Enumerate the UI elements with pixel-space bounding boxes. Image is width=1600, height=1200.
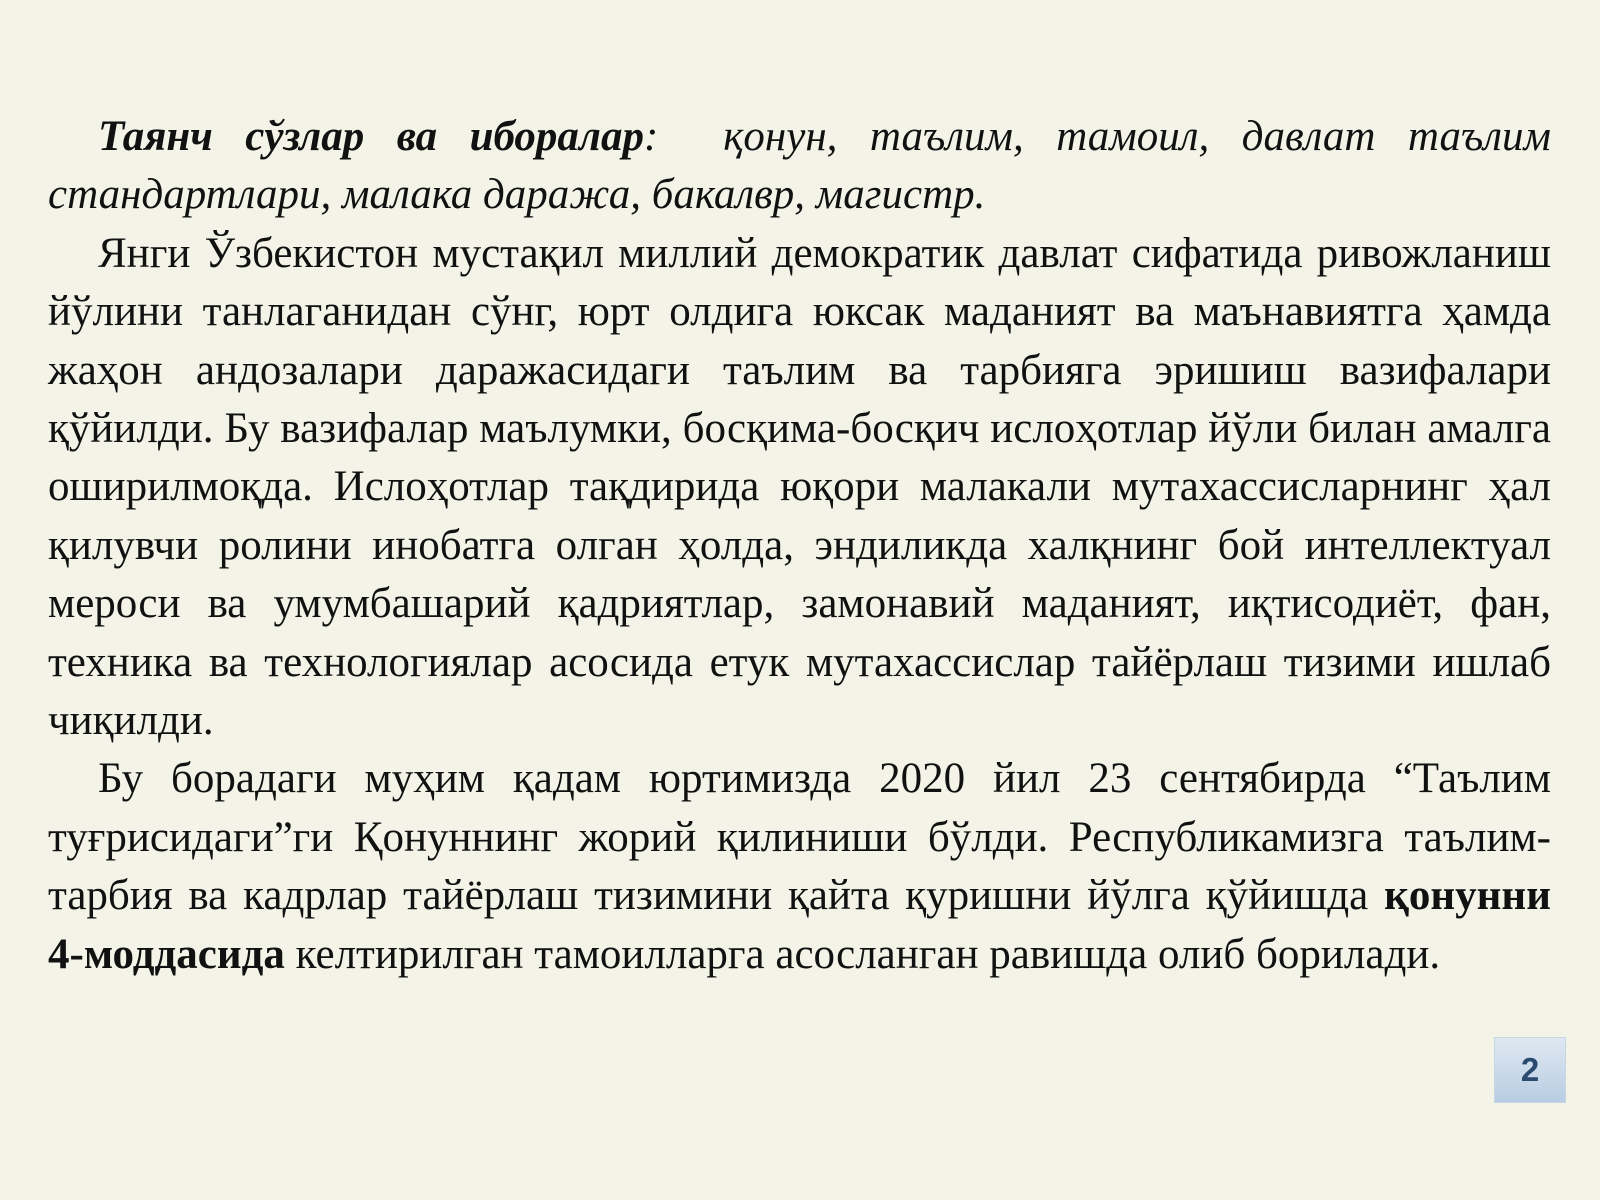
body-paragraph-1: Янги Ўзбекистон мустақил миллий демократик давлат сифатида ривожланиш йўлини танлаганидан сўнг, юрт олдига юксак маданият ва маънавиятга ҳамда жаҳон андозалари даражасидаги таълим ва тарбияга эришиш вазифалари қўйилди. Бу вазифалар маълумки, босқима-босқич ислоҳотлар йўли билан амалга оширилмоқда. Ислоҳотлар тақдирида юқори малакали мутахассисларнинг ҳал қилувчи ролини инобатга олган ҳолда, эндиликда халқнинг бой интеллектуал мероси ва умумбашарий қадриятлар, замонавий маданият, иқтисодиёт, фан, техника ва технологиялар асосида етук мутахассислар тайёрлаш тизими ишлаб чиқилди. [48,229,1551,745]
keywords-list: қонун, таълим, тамоил, давлат таълим стандартлари, малака даража, бакалвр, магистр. [48,113,1552,219]
slide-text [48,108,1551,984]
paragraph-2-text-end: келтирилган тамоилларга асосланган равишда олиб борилади. [284,930,1441,978]
keywords-term: Таянч сўзлар ва иборалар [98,113,644,160]
keywords-colon: : [643,113,659,160]
paragraph-2-text-start: Бу борадаги муҳим қадам юртимизда 2020 йил 23 сентябирда “Таълим туғрисидаги”ги Қонуннинг жорий қилиниши бўлди. Республикамизга таълим-тарбия ва кадрлар тайёрлаш тизимини қайта қуришни йўлга қўйишда [48,755,1551,920]
keywords-paragraph [48,108,1551,225]
body-paragraph-2 [48,750,1551,984]
page-number-badge: 2 [1494,1037,1566,1103]
law-article-reference: қонунни 4-моддасида [48,872,1551,978]
